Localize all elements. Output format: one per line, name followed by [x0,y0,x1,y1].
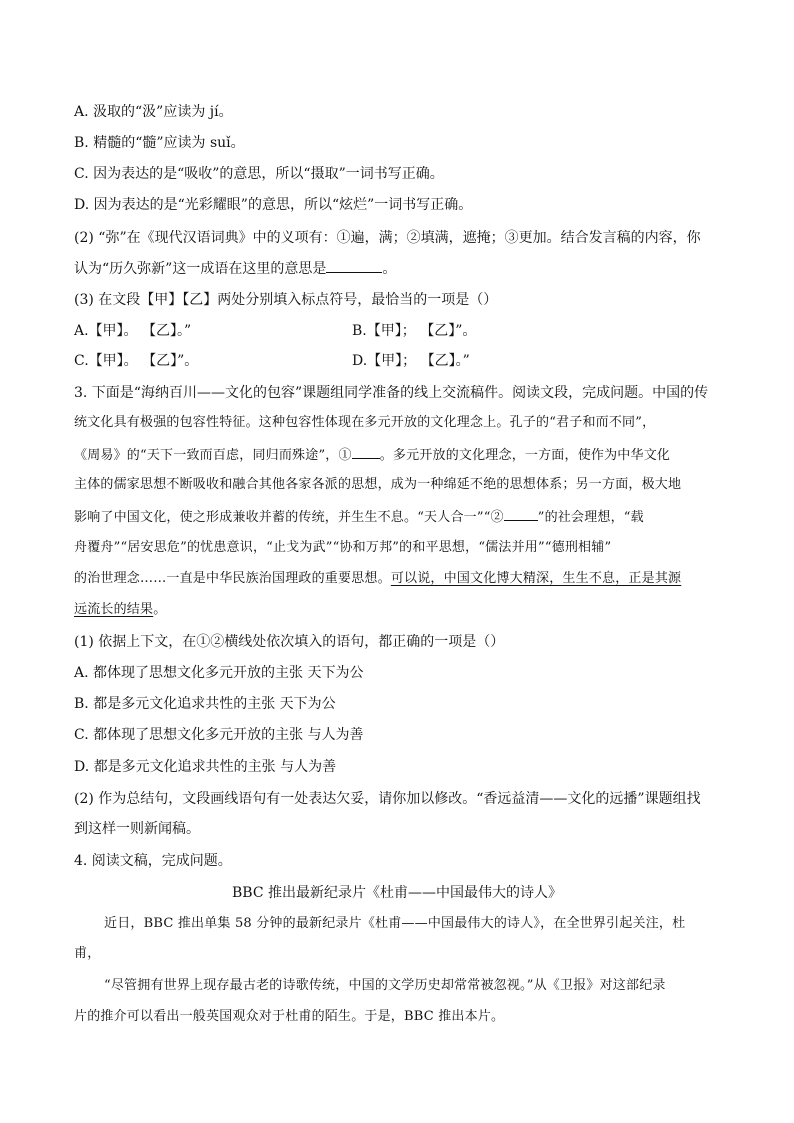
q3-sub2-line1: (2) 作为总结句，文段画线语句有一处表达欠妥，请你加以修改。“香远益清——文化的远播”课题组找 [74,791,701,807]
q3-sub2-line2: 到这样一则新闻稿。 [74,821,200,837]
q2-option-c: C. 因为表达的是“吸收”的意思，所以“摄取”一词书写正确。 [74,166,444,182]
q3-passage-line1: 统文化具有极强的包容性特征。这种包容性体现在多元开放的文化理念上。孔子的“君子和而不同”， [74,415,656,430]
answer-blank-1 [352,444,380,459]
q3-passage-text: 。 [153,602,167,617]
q3-passage-text: 的治世理念……一直是中华民族治国理政的重要思想。 [74,571,391,586]
q3-passage-text: 影响了中国文化，使之形成兼收并蓄的传统，并生生不息。“天人合一”“② [74,510,504,525]
q3-passage-line7 [74,600,166,620]
news-p1-line1: 近日，BBC 推出单集 58 分钟的最新纪录片《杜甫——中国最伟大的诗人》，在全世界引起关注，杜 [104,916,686,931]
q2-sub3-stem: (3) 在文段【甲】【乙】两处分别填入标点符号，最恰当的一项是（） [74,292,498,308]
q2-sub3-options-row2 [74,351,470,371]
answer-blank-2 [504,506,538,521]
news-p2-line1: “尽管拥有世界上现存最古老的诗歌传统，中国的文学历史却常常被忽视。”从《卫报》对这部纪录 [104,978,666,993]
q3-sub1-option-c: C. 都体现了思想文化多元开放的主张 与人为善 [74,727,364,743]
q2-sub3-option-d: D.【甲】； 【乙】。” [352,353,470,369]
q3-passage-line4 [74,506,644,528]
q4-stem: 4. 阅读文稿，完成问题。 [74,853,232,869]
q2-sub2-text: 认为“历久弥新”这一成语在这里的意思是 [74,261,327,277]
q2-option-a: A. 汲取的“汲”应读为 jí。 [74,104,233,120]
answer-blank [326,258,382,273]
news-p1-line2: 甫， [74,946,101,961]
news-title: BBC 推出最新纪录片《杜甫——中国最伟大的诗人》 [232,885,562,901]
q3-sub1-option-a: A. 都体现了思想文化多元开放的主张 天下为公 [74,665,364,681]
q2-sub3-option-b: B.【甲】； 【乙】”。 [352,323,477,339]
q2-sub3-options-row1 [74,321,477,341]
q3-sub1-option-d: D. 都是多元文化追求共性的主张 与人为善 [74,759,337,775]
q2-sub3-option-c: C.【甲】。 【乙】”。 [74,353,199,369]
q2-sub2-end: 。 [382,261,397,277]
q2-sub2-line2 [74,258,396,279]
q2-sub2-line1: (2) “弥”在《现代汉语词典》中的义项有：①遍，满；②填满，遮掩；③更加。结合发言稿的内容，你 [74,230,701,246]
q3-passage-text: 。多元开放的文化理念，一方面，使作为中华文化 [379,448,671,463]
q3-passage-line2 [74,444,670,466]
q3-passage-line3: 主体的儒家思想不断吸收和融合其他各家各派的思想，成为一种绵延不绝的思想体系；另一方面，极大地 [74,477,682,492]
q3-sub1-option-b: B. 都是多元文化追求共性的主张 天下为公 [74,696,336,712]
news-p2-line2: 片的推介可以看出一般英国观众对于杜甫的陌生。于是，BBC 推出本片。 [74,1009,505,1024]
q3-passage-line6 [74,569,681,589]
q3-passage-text: 《周易》的“天下一致而百虑，同归而殊途”，① [74,448,352,463]
q3-sub1-stem: (1) 依据上下文，在①②横线处依次填入的语句，都正确的一项是（） [74,634,505,650]
q2-option-d: D. 因为表达的是“光彩耀眼”的意思，所以“炫烂”一词书写正确。 [74,197,473,213]
q2-sub3-option-a: A.【甲】。 【乙】。” [74,323,192,339]
q3-intro: 3. 下面是“海纳百川——文化的包容”课题组同学准备的线上交流稿件。阅读文段，完成问题。中国的传 [74,385,709,401]
q3-passage-text: ”的社会理想，“载 [537,510,644,525]
q3-underlined-sentence-end: 远流长的结果 [74,602,154,617]
q3-underlined-sentence: 可以说，中国文化博大精深，生生不息，正是其源 [390,571,682,586]
q3-passage-line5: 舟覆舟”“居安思危”的忧患意识，“止戈为武”“协和万邦”的和平思想，“儒法并用”“德刑相辅” [74,540,612,555]
q2-option-b: B. 精髓的“髓”应读为 suǐ。 [74,135,245,151]
